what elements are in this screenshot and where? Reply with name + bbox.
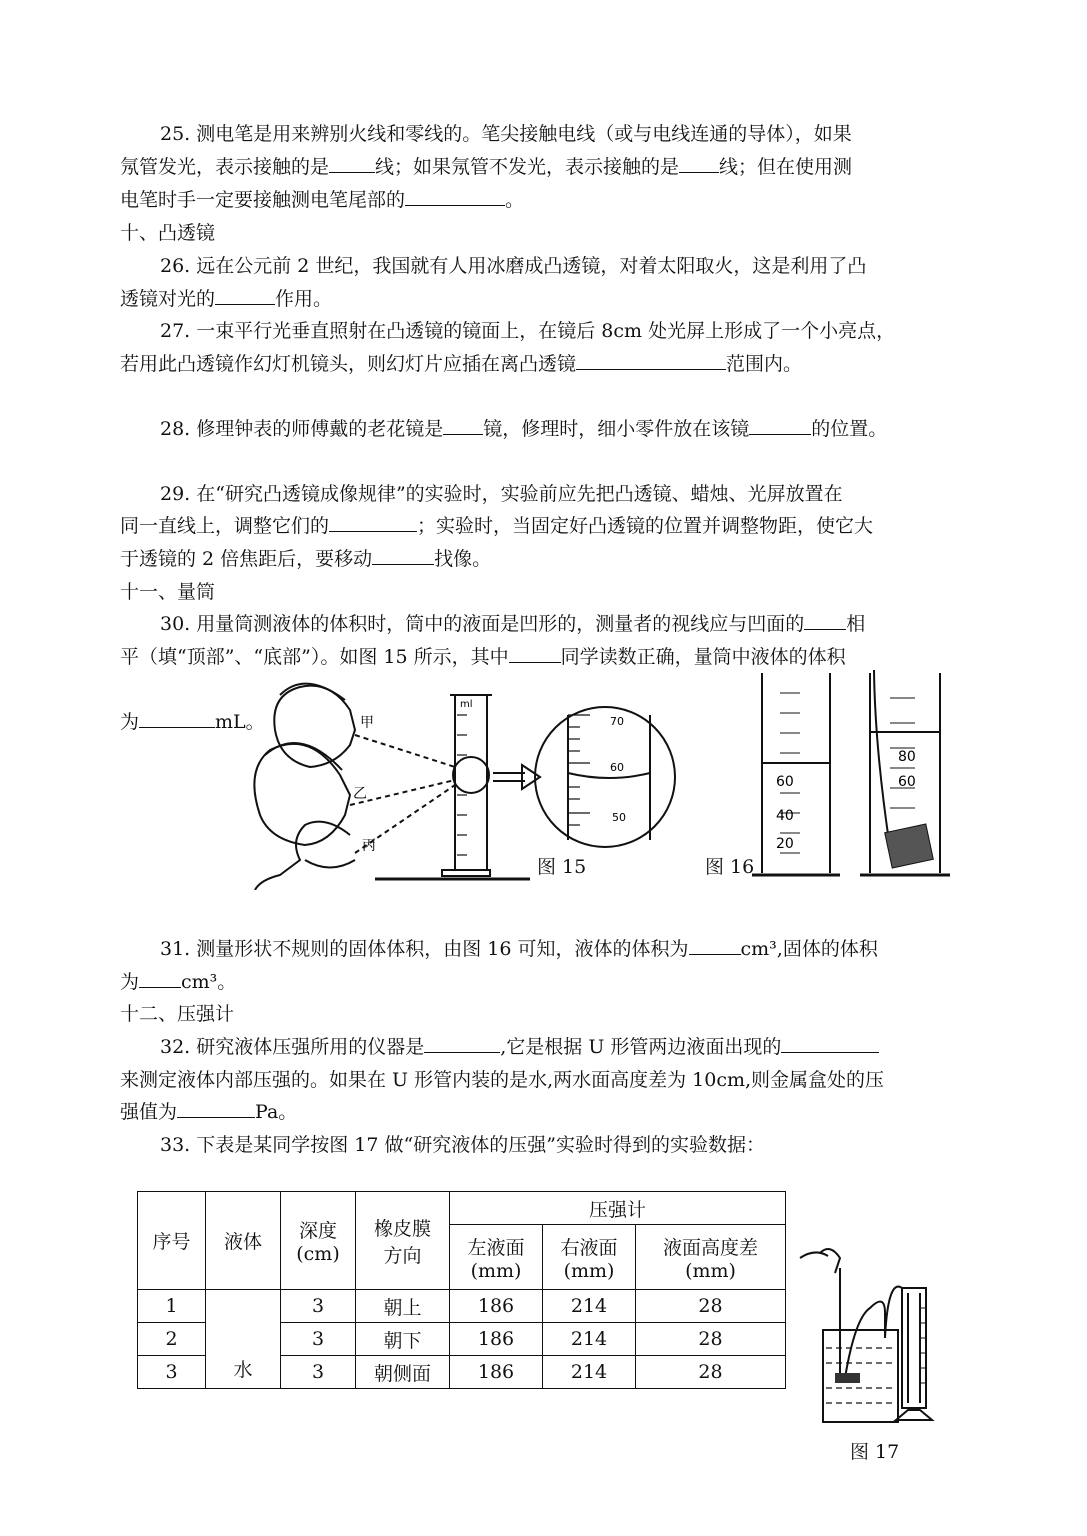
header-diff: 液面高度差 (mm) <box>636 1225 786 1290</box>
section-heading: 十二、压强计 <box>120 1003 235 1025</box>
answer-blank[interactable] <box>749 414 811 435</box>
table-row: 2 3 朝下 186 214 28 <box>138 1323 786 1356</box>
answer-blank[interactable] <box>679 152 719 173</box>
header-depth: 深度 (cm) <box>281 1192 356 1290</box>
label-jia: 甲 <box>360 715 374 731</box>
q32-line3: 强值为 Pa。 <box>120 1096 297 1128</box>
liquid-cell: 水 <box>206 1290 281 1389</box>
q27-line2: 若用此凸透镜作幻灯机镜头，则幻灯片应插在离凸透镜 范围内。 <box>120 348 802 380</box>
answer-blank[interactable] <box>329 511 417 532</box>
answer-blank[interactable] <box>509 642 561 663</box>
q26-line2: 透镜对光的 作用。 <box>120 283 332 315</box>
q30-line2: 平（填“顶部”、“底部”）。如图 15 所示，其中 同学读数正确，量筒中液体的体积 <box>120 641 846 673</box>
fig16-right-tick-60: 60 <box>898 774 916 790</box>
q31-line1: 31. 测量形状不规则的固体体积，由图 16 可知，液体的体积为 cm³,固体的体积 <box>160 933 878 965</box>
figure-17 <box>790 1238 950 1428</box>
q25-line3: 电笔时手一定要接触测电笔尾部的 。 <box>120 184 524 216</box>
fig16-left-tick-60: 60 <box>776 774 794 790</box>
q26-line1: 26. 远在公元前 2 世纪，我国就有人用冰磨成凸透镜，对着太阳取火，这是利用了凸 <box>160 255 867 277</box>
answer-blank[interactable] <box>215 284 275 305</box>
answer-blank[interactable] <box>177 1097 255 1118</box>
q33-line: 33. 下表是某同学按图 17 做“研究液体的压强”实验时得到的实验数据： <box>160 1134 765 1156</box>
answer-blank[interactable] <box>424 1032 500 1053</box>
table-row: 3 3 朝侧面 186 214 28 <box>138 1356 786 1389</box>
answer-blank[interactable] <box>781 1032 879 1053</box>
answer-blank[interactable] <box>443 414 483 435</box>
cylinder-unit: ml <box>460 699 473 710</box>
answer-blank[interactable] <box>139 707 215 728</box>
q30-line1: 30. 用量筒测液体的体积时，筒中的液面是凹形的，测量者的视线应与凹面的 相 <box>160 608 865 640</box>
tick-70: 70 <box>610 715 624 728</box>
table-row: 1 水 3 朝上 186 214 28 <box>138 1290 786 1323</box>
header-gauge: 压强计 <box>450 1192 786 1225</box>
tick-60: 60 <box>610 761 624 774</box>
answer-blank[interactable] <box>372 544 434 565</box>
tick-50: 50 <box>612 811 626 824</box>
figure-15 <box>250 675 690 890</box>
q27-line1: 27. 一束平行光垂直照射在凸透镜的镜面上，在镜后 8cm 处光屏上形成了一个小亮点， <box>160 320 896 342</box>
q29-line1: 29. 在“研究凸透镜成像规律”的实验时，实验前应先把凸透镜、蜡烛、光屏放置在 <box>160 483 843 505</box>
header-film: 橡皮膜 方向 <box>356 1192 450 1290</box>
figure-15-caption: 图 15 <box>537 856 587 878</box>
q30-line3: 为 mL。 <box>120 706 265 738</box>
q25-line2: 氖管发光，表示接触的是 线；如果氖管不发光，表示接触的是 线；但在使用测 <box>120 151 852 183</box>
answer-blank[interactable] <box>405 185 505 206</box>
q28-line: 28. 修理钟表的师傅戴的老花镜是 镜，修理时，细小零件放在该镜 的位置。 <box>160 413 887 445</box>
header-liquid: 液体 <box>206 1192 281 1290</box>
figure-16-caption: 图 16 <box>705 856 755 878</box>
header-left: 左液面 (mm) <box>450 1225 543 1290</box>
q29-line3: 于透镜的 2 倍焦距后，要移动 找像。 <box>120 543 491 575</box>
header-right: 右液面 (mm) <box>543 1225 636 1290</box>
q29-line2: 同一直线上，调整它们的 ；实验时，当固定好凸透镜的位置并调整物距，使它大 <box>120 510 873 542</box>
q25-line1: 25. 测电笔是用来辨别火线和零线的。笔尖接触电线（或与电线连通的导体），如果 <box>160 123 852 145</box>
q31-line2: 为 cm³。 <box>120 966 236 998</box>
answer-blank[interactable] <box>139 967 181 988</box>
fig16-left-tick-20: 20 <box>776 836 794 852</box>
answer-blank[interactable] <box>576 349 726 370</box>
data-table <box>137 1191 786 1389</box>
section-heading: 十一、量筒 <box>120 581 216 603</box>
label-bing: 丙 <box>362 838 376 854</box>
answer-blank[interactable] <box>329 152 375 173</box>
figure-17-caption: 图 17 <box>850 1441 900 1463</box>
fig16-left-tick-40: 40 <box>776 808 794 824</box>
header-no: 序号 <box>138 1192 206 1290</box>
section-heading: 十、凸透镜 <box>120 222 216 244</box>
answer-blank[interactable] <box>689 934 741 955</box>
q32-line1: 32. 研究液体压强所用的仪器是 ,它是根据 U 形管两边液面出现的 <box>160 1031 879 1063</box>
answer-blank[interactable] <box>804 609 846 630</box>
q32-line2: 来测定液体内部压强的。如果在 U 形管内装的是水,两水面高度差为 10cm,则金属盒处的压 <box>120 1069 885 1091</box>
label-yi: 乙 <box>353 786 367 802</box>
fig16-right-tick-80: 80 <box>898 749 916 765</box>
figure-16 <box>740 668 955 883</box>
